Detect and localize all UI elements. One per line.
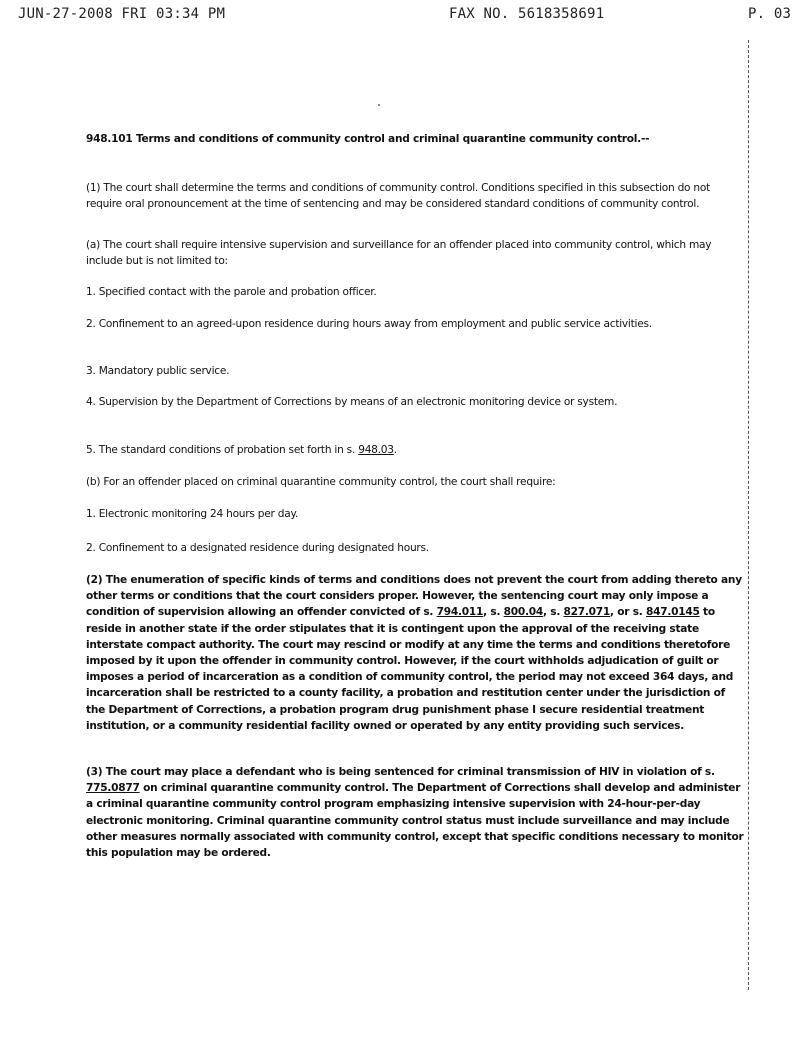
page-edge-line (748, 40, 749, 990)
link-775-0877[interactable]: 775.0877 (86, 782, 140, 795)
paragraph-b: (b) For an offender placed on criminal quarantine community control, the court shall require: (86, 476, 556, 488)
subsection-2 (86, 572, 746, 734)
sub3-text: (3) The court may place a defendant who is being sentenced for criminal transmission of HIV in violation of s. (86, 766, 715, 778)
sub2-text: , s. (483, 606, 504, 619)
a-item-3: 3. Mandatory public service. (86, 365, 230, 377)
sub2-text: to reside in another state if the order stipulates that it is contingent upon the approval of the receiving state interstate compact authority. The court may rescind or modify at any time the terms and conditions theretofore imposed by it upon the offender in community control. However, if the court withholds adjudication of guilt or imposes a period of incarceration as a condition of community control, the period may not exceed 364 days, and incarceration shall be restricted to a county facility, a probation and restitution center under the jurisdiction of the Department of Corrections, a probation program drug punishment phase I secure residential treatment institution, or a community residential facility owned or operated by any entity providing such services. (86, 606, 734, 732)
sub3-text: on criminal quarantine community control. The Department of Corrections shall develop and administer a criminal quarantine community control program emphasizing intensive supervision with 24-hour-per-day electronic monitoring. Criminal quarantine community control status must include surveillance and may include other measures normally associated with community control, except that specific conditions necessary to monitor this population may be ordered. (86, 782, 744, 860)
section-title: 948.101 Terms and conditions of community control and criminal quarantine community control.-- (86, 133, 650, 145)
b-item-1: 1. Electronic monitoring 24 hours per day. (86, 508, 299, 520)
scan-speck (378, 104, 380, 106)
fax-date-time: JUN-27-2008 FRI 03:34 PM (18, 6, 226, 22)
link-800-04[interactable]: 800.04 (503, 606, 544, 619)
a-item-5-end: . (393, 444, 397, 456)
a-item-5 (86, 442, 746, 458)
a-item-4: 4. Supervision by the Department of Corrections by means of an electronic monitoring device or system. (86, 396, 618, 408)
link-827-071[interactable]: 827.071 (563, 606, 611, 619)
link-847-0145[interactable]: 847.0145 (645, 606, 700, 619)
sub2-text: (2) The enumeration of specific kinds of terms and conditions does not prevent the court from adding thereto any other terms or conditions that the court considers proper. However, the sentencing court may only impose a condition of supervision allowing an offender convicted of s. (86, 574, 742, 619)
link-948-03[interactable]: 948.03 (358, 444, 394, 456)
sub2-text: , or s. (610, 606, 646, 619)
a-item-5-text: 5. The standard conditions of probation set forth in s. (86, 444, 359, 456)
a-item-1: 1. Specified contact with the parole and probation officer. (86, 286, 377, 298)
a-item-2: 2. Confinement to an agreed-upon residence during hours away from employment and public service activities. (86, 318, 652, 330)
sub2-text: , s. (543, 606, 564, 619)
b-item-2: 2. Confinement to a designated residence during designated hours. (86, 542, 429, 554)
subsection-3 (86, 764, 746, 861)
fax-number: FAX NO. 5618358691 (449, 6, 605, 22)
fax-page-number: P. 03 (748, 6, 792, 22)
link-794-011[interactable]: 794.011 (436, 606, 484, 619)
paragraph-a: (a) The court shall require intensive supervision and surveillance for an offender placed into community control, which may include but is not limited to: (86, 239, 712, 268)
subsection-1: (1) The court shall determine the terms and conditions of community control. Conditions specified in this subsection do not require oral pronouncement at the time of sentencing and may be considered standard conditions of community control. (86, 182, 710, 211)
